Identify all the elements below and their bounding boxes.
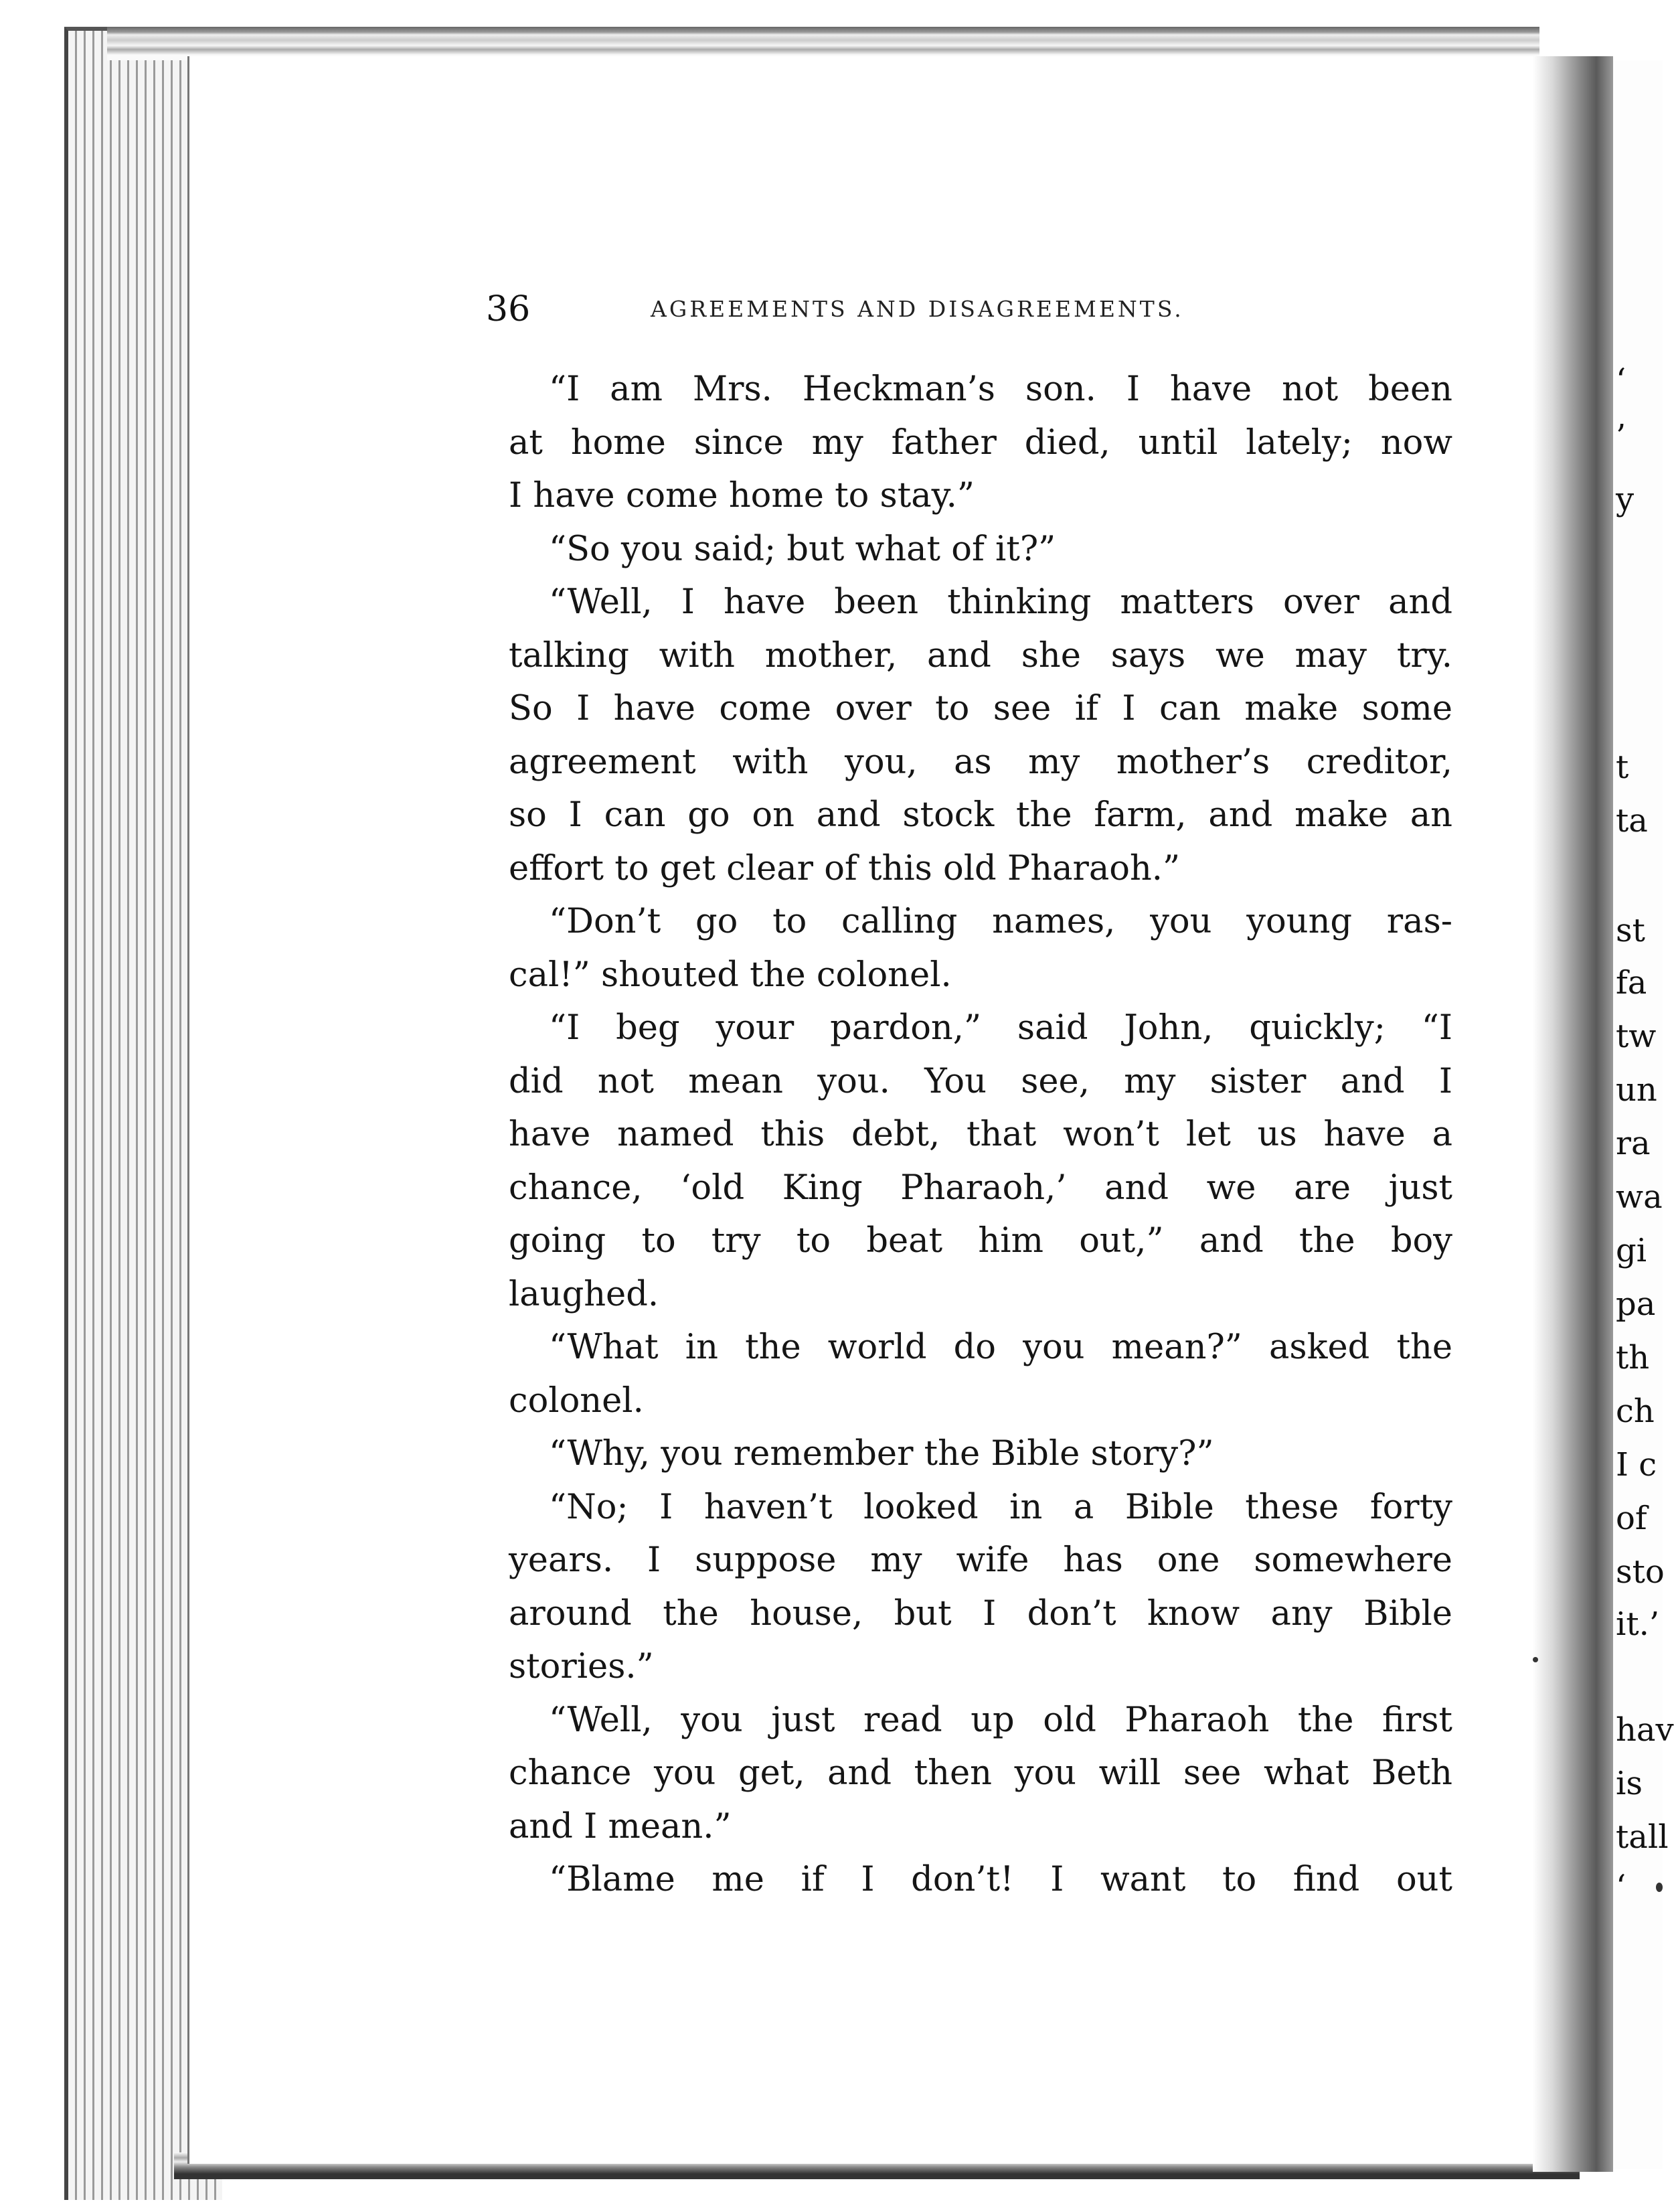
facing-page-fragment: ‘: [1616, 1868, 1626, 1905]
text-line: “I beg your pardon,” said John, quickly; “I: [549, 1008, 1452, 1048]
facing-page-fragment: ‘: [1616, 362, 1626, 399]
facing-page-fragment: ta: [1616, 802, 1648, 840]
text-line: so I can go on and stock the farm, and make an: [509, 795, 1452, 835]
facing-page-fragment: tall: [1616, 1818, 1669, 1856]
facing-page-fragment: t: [1616, 748, 1629, 786]
facing-page-fragment: is: [1616, 1765, 1643, 1802]
text-line: agreement with you, as my mother’s creditor,: [509, 742, 1452, 782]
running-head-title: AGREEMENTS AND DISAGREEMENTS.: [651, 296, 1184, 322]
running-head: [486, 289, 1490, 336]
facing-page-fragment: wa: [1616, 1178, 1663, 1216]
facing-page-fragment: un: [1616, 1071, 1657, 1109]
text-line: “I am Mrs. Heckman’s son. I have not been: [549, 370, 1452, 409]
book-top-edge: [107, 27, 1539, 60]
text-line: laughed.: [509, 1274, 659, 1314]
text-line: years. I suppose my wife has one somewhere: [509, 1540, 1452, 1580]
facing-page-fragment: ch: [1616, 1393, 1655, 1430]
text-line: So I have come over to see if I can make some: [509, 689, 1452, 728]
facing-page-fragment: y: [1616, 481, 1635, 518]
facing-page-fragment: fa: [1616, 964, 1647, 1002]
text-line: going to try to beat him out,” and the boy: [509, 1221, 1452, 1261]
text-line: and I mean.”: [509, 1806, 732, 1846]
facing-page-fragment: of: [1616, 1500, 1647, 1537]
text-line: “Blame me if I don’t! I want to find out: [549, 1860, 1452, 1899]
text-line: “So you said; but what of it?”: [549, 529, 1056, 569]
facing-page-fragment: I c: [1616, 1446, 1657, 1484]
text-line: I have come home to stay.”: [509, 476, 975, 516]
text-line: “Don’t go to calling names, you young ras-: [549, 902, 1452, 941]
text-line: “Well, I have been thinking matters over and: [549, 582, 1452, 622]
text-line: stories.”: [509, 1647, 654, 1686]
text-line: at home since my father died, until lately; now: [509, 422, 1452, 463]
facing-page-fragment: gi: [1616, 1232, 1647, 1269]
facing-page-fragment: pa: [1616, 1285, 1656, 1323]
text-line: colonel.: [509, 1380, 644, 1421]
facing-page-fragment: ra: [1616, 1125, 1651, 1162]
text-line: “No; I haven’t looked in a Bible these forty: [549, 1487, 1452, 1527]
body-text: [509, 363, 1452, 1907]
text-line: cal!” shouted the colonel.: [509, 955, 952, 995]
ink-speck: [1533, 1657, 1538, 1662]
text-line: “Well, you just read up old Pharaoh the first: [549, 1700, 1452, 1740]
ink-speck: [1656, 1883, 1663, 1892]
text-line: “What in the world do you mean?” asked the: [549, 1328, 1452, 1367]
facing-page-fragment: th: [1616, 1339, 1650, 1376]
text-line: have named this debt, that won’t let us have a: [509, 1115, 1452, 1154]
book-gutter-shadow: [1533, 56, 1613, 2172]
text-line: effort to get clear of this old Pharaoh.”: [509, 848, 1181, 888]
page-number: 36: [486, 289, 531, 329]
text-line: did not mean you. You see, my sister and I: [509, 1061, 1452, 1101]
text-line: chance, ‘old King Pharaoh,’ and we are just: [509, 1168, 1452, 1208]
facing-page-fragment: it.’: [1616, 1605, 1660, 1643]
facing-page-fragment: tw: [1616, 1018, 1657, 1055]
facing-page: [1613, 60, 1674, 2169]
text-line: talking with mother, and she says we may try.: [509, 635, 1452, 676]
facing-page-fragment: st: [1616, 912, 1645, 949]
text-line: chance you get, and then you will see what Beth: [509, 1753, 1452, 1793]
facing-page-fragment: sto: [1616, 1553, 1665, 1591]
facing-page-fragment: ’: [1616, 418, 1626, 455]
text-line: around the house, but I don’t know any Bible: [509, 1593, 1452, 1634]
facing-page-fragment: hav: [1616, 1711, 1674, 1749]
text-line: “Why, you remember the Bible story?”: [549, 1434, 1214, 1474]
